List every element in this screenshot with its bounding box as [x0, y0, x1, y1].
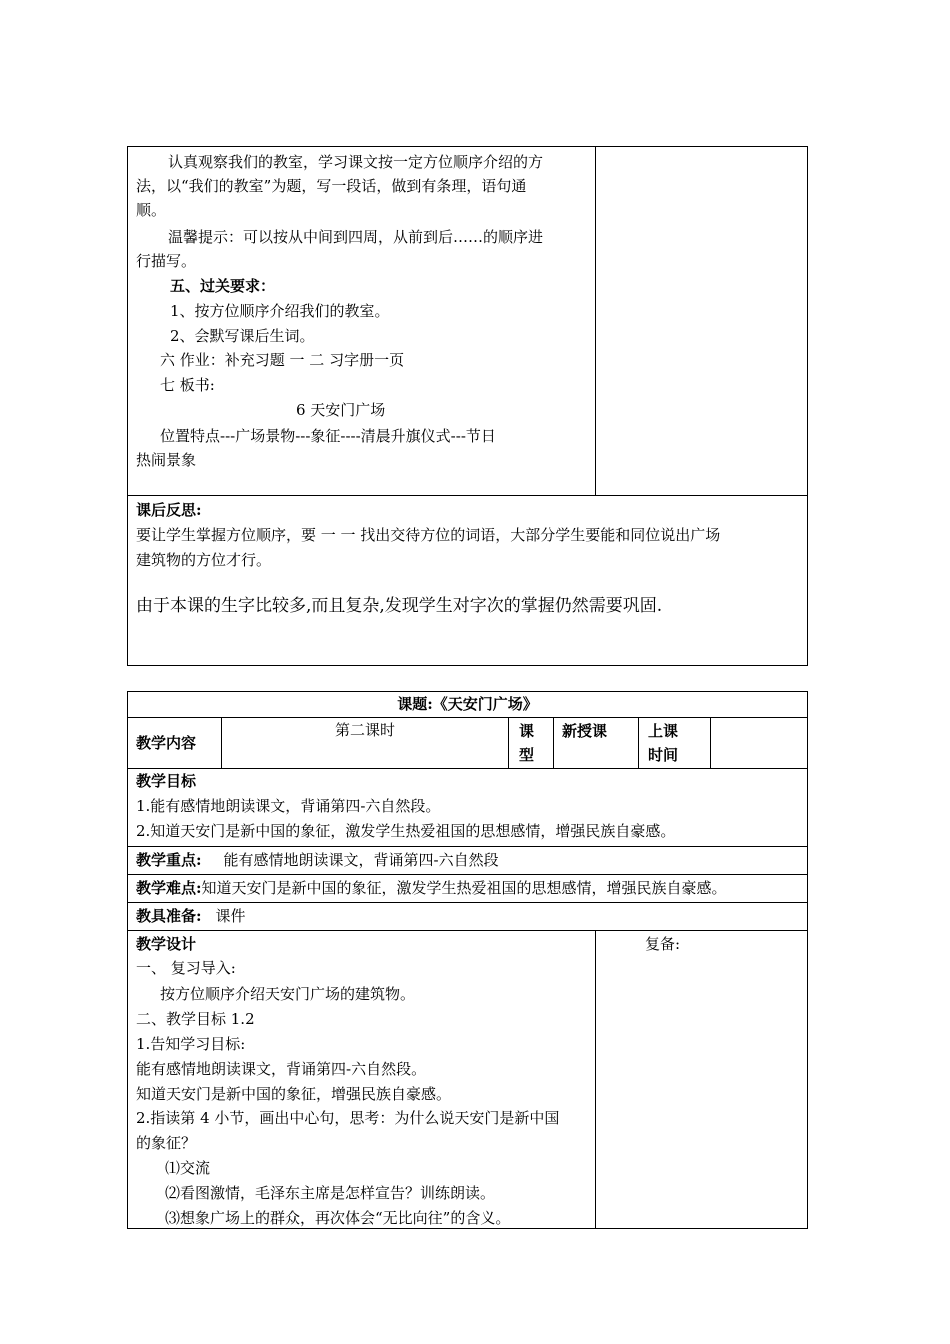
design-line: 二、教学目标 1.2	[136, 1010, 255, 1028]
table-1	[127, 146, 808, 666]
design-line: 能有感情地朗读课文，背诵第四-六自然段。	[136, 1060, 427, 1078]
type-value: 新授课	[562, 722, 608, 740]
design-line: ⑶想象广场上的群众，再次体会“无比向往”的含义。	[165, 1209, 511, 1227]
reflection-line: 要让学生掌握方位顺序，要 一 一 找出交待方位的词语，大部分学生要能和同位说出广场	[136, 526, 721, 544]
difficulty-value: 知道天安门是新中国的象征，激发学生热爱祖国的思想感情，增强民族自豪感。	[201, 879, 727, 897]
key-point-label: 教学重点:	[136, 851, 202, 869]
design-line: ⑴交流	[165, 1159, 211, 1177]
table-2-row-divider	[127, 930, 808, 931]
reflection-title: 课后反思:	[136, 501, 202, 519]
review-label: 复备:	[645, 935, 681, 953]
content-label: 教学内容	[136, 734, 197, 752]
table-2-row-divider	[127, 768, 808, 769]
objective-item: 2.知道天安门是新中国的象征，激发学生热爱祖国的思想感情，增强民族自豪感。	[136, 822, 676, 840]
objective-item: 1.能有感情地朗读课文，背诵第四-六自然段。	[136, 797, 441, 815]
board-title: 6 天安门广场	[296, 401, 386, 419]
board-line: 位置特点---广场景物---象征----清晨升旗仪式---节日	[160, 427, 496, 445]
board-line: 热闹景象	[136, 451, 197, 469]
text-line: 认真观察我们的教室，学习课文按一定方位顺序介绍的方	[168, 153, 544, 171]
table-2-row-divider	[127, 902, 808, 903]
tools-label: 教具准备:	[136, 907, 202, 925]
key-point-row	[136, 848, 499, 872]
tools-row	[136, 904, 246, 928]
time-label: 上课	[648, 722, 679, 740]
reflection-note: 由于本课的生字比较多,而且复杂,发现学生对字次的掌握仍然需要巩固.	[136, 596, 663, 616]
homework-line: 六 作业：补充习题 一 二 习字册一页	[160, 351, 405, 369]
table-2-cell-divider	[638, 717, 639, 768]
type-label: 型	[519, 746, 535, 764]
type-label: 课	[519, 722, 535, 740]
text-line: 顺。	[136, 201, 167, 219]
content-value: 第二课时	[334, 721, 395, 739]
text-line: 温馨提示：可以按从中间到四周，从前到后……的顺序进	[168, 228, 544, 246]
design-title: 教学设计	[136, 935, 197, 953]
table-2-row-divider	[127, 846, 808, 847]
text-line: 行描写。	[136, 252, 197, 270]
lesson-title: 课题:《天安门广场》	[397, 695, 538, 713]
design-line: 一、 复习导入:	[136, 959, 236, 977]
table-1-row-divider	[127, 495, 808, 496]
text-line: 2、会默写课后生词。	[170, 327, 315, 345]
difficulty-label: 教学难点:	[136, 879, 202, 897]
difficulty-row	[136, 876, 727, 900]
table-2-column-divider	[595, 930, 596, 1229]
table-2-cell-divider	[508, 717, 509, 768]
objectives-title: 教学目标	[136, 772, 197, 790]
text-line: 1、按方位顺序介绍我们的教室。	[170, 302, 390, 320]
table-2-row-divider	[127, 874, 808, 875]
design-line: 2.指读第 4 小节，画出中心句，思考：为什么说天安门是新中国	[136, 1109, 560, 1127]
design-line: 按方位顺序介绍天安门广场的建筑物。	[160, 985, 416, 1003]
text-line: 法，以“我们的教室”为题，写一段话，做到有条理，语句通	[136, 177, 527, 195]
design-line: ⑵看图激情，毛泽东主席是怎样宣告？训练朗读。	[165, 1184, 496, 1202]
reflection-line: 建筑物的方位才行。	[136, 551, 272, 569]
table-2-cell-divider	[710, 717, 711, 768]
table-2-cell-divider	[553, 717, 554, 768]
table-1-column-divider	[595, 146, 596, 496]
key-point-value: 能有感情地朗读课文，背诵第四-六自然段	[223, 851, 499, 869]
design-line: 1.告知学习目标:	[136, 1035, 246, 1053]
tools-value: 课件	[215, 907, 246, 925]
design-line: 知道天安门是新中国的象征，增强民族自豪感。	[136, 1085, 452, 1103]
requirements-heading: 五、过关要求：	[170, 277, 276, 295]
time-label: 时间	[648, 746, 679, 764]
design-line: 的象征？	[136, 1134, 197, 1152]
board-heading: 七 板书:	[160, 376, 215, 394]
